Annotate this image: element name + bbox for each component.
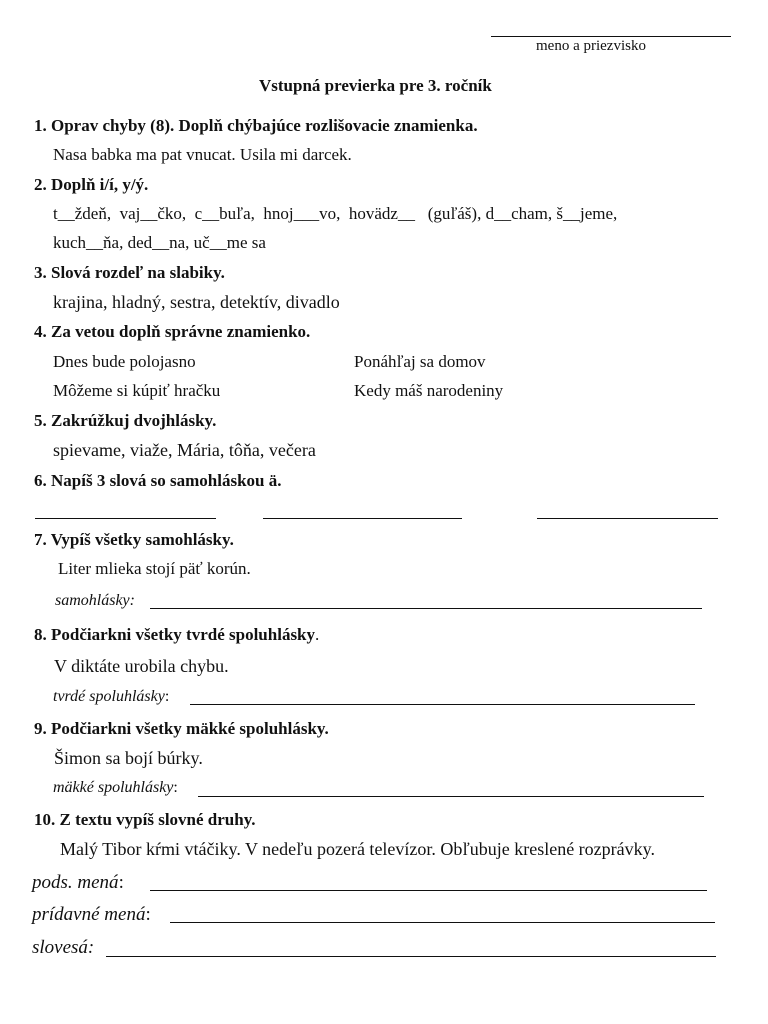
nouns-label: pods. mená [32, 872, 119, 893]
task-7-answer-line[interactable] [150, 608, 702, 609]
task-10-text: Malý Tibor kŕmi vtáčiky. V nedeľu pozerá televízor. Obľubuje kreslené rozprávky. [60, 839, 655, 859]
task-4-sentence-1: Dnes bude polojasno [53, 352, 196, 371]
task-9-answer-colon: : [173, 779, 178, 796]
adjectives-colon: : [145, 904, 151, 925]
adjectives-label: prídavné mená [32, 904, 146, 925]
task-9-heading: 9. Podčiarkni všetky mäkké spoluhlásky. [34, 719, 329, 738]
task-8-text: V diktáte urobila chybu. [54, 656, 229, 676]
task-8-answer [53, 688, 169, 706]
nouns-colon: : [118, 872, 124, 893]
verbs-answer-line[interactable] [106, 956, 716, 957]
task-5-text: spievame, viaže, Mária, tôňa, večera [53, 440, 316, 460]
task-4-sentence-2: Ponáhľaj sa domov [354, 352, 486, 371]
name-label: meno a priezvisko [536, 38, 646, 54]
task-8-heading-text: 8. Podčiarkni všetky tvrdé spoluhlásky [34, 625, 316, 644]
task-8-heading [34, 625, 319, 645]
task-9-answer-label: mäkké spoluhlásky [53, 779, 174, 796]
task-3-heading: 3. Slová rozdeľ na slabiky. [34, 263, 225, 282]
task-2-line-2: kuch__ňa, ded__na, uč__me sa [53, 233, 266, 252]
task-7-text: Liter mlieka stojí päť korún. [58, 559, 251, 578]
task-7-heading: 7. Vypíš všetky samohlásky. [34, 530, 234, 549]
task-5-heading: 5. Zakrúžkuj dvojhlásky. [34, 411, 217, 430]
task-4-sentence-3: Môžeme si kúpiť hračku [53, 381, 221, 400]
nouns-answer-line[interactable] [150, 890, 707, 891]
answer-line-1[interactable] [35, 518, 216, 519]
task-7-answer-label: samohlásky: [55, 592, 135, 609]
task-8-answer-colon: : [164, 688, 170, 705]
page-title: Vstupná previerka pre 3. ročník [259, 76, 492, 95]
task-2-line-1: t__ždeň, vaj__čko, c__buľa, hnoj___vo, hovädz__ (guľáš), d__cham, š__jeme, [53, 204, 618, 223]
task-9-answer-line[interactable] [198, 796, 704, 797]
task-8-answer-label: tvrdé spoluhlásky [53, 688, 165, 705]
task-2-heading: 2. Doplň i/í, y/ý. [34, 175, 149, 194]
task-10-heading: 10. Z textu vypíš slovné druhy. [34, 810, 256, 829]
task-6-heading: 6. Napíš 3 slová so samohláskou ä. [34, 471, 282, 490]
task-4-sentence-4: Kedy máš narodeniny [354, 381, 504, 400]
verbs-label: slovesá: [32, 937, 95, 958]
task-8-heading-period: . [315, 625, 320, 644]
task-1-heading: 1. Oprav chyby (8). Doplň chýbajúce rozlišovacie znamienka. [34, 116, 478, 135]
task-9-text: Šimon sa bojí búrky. [54, 748, 203, 768]
adjectives-answer [32, 904, 151, 926]
answer-line-2[interactable] [263, 518, 462, 519]
task-8-answer-line[interactable] [190, 704, 695, 705]
task-1-text: Nasa babka ma pat vnucat. Usila mi darcek. [53, 145, 352, 164]
task-3-text: krajina, hladný, sestra, detektív, divadlo [53, 292, 340, 312]
name-underline[interactable] [491, 36, 731, 37]
adjectives-answer-line[interactable] [170, 922, 715, 923]
nouns-answer [32, 872, 124, 894]
task-4-heading: 4. Za vetou doplň správne znamienko. [34, 322, 311, 341]
task-9-answer [53, 779, 178, 797]
answer-line-3[interactable] [537, 518, 718, 519]
